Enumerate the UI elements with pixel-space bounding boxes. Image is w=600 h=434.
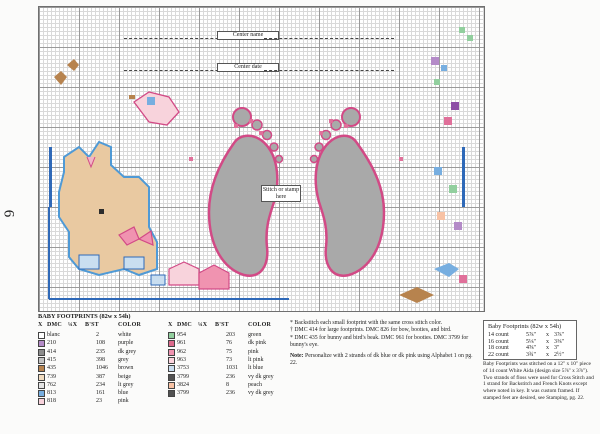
key-rows-right — [168, 331, 288, 411]
col-quarter: ¼X — [68, 322, 78, 328]
key-num: 235 — [96, 348, 105, 355]
color-swatch — [38, 382, 45, 389]
color-swatch — [168, 340, 175, 347]
key-num: 76 — [226, 340, 232, 347]
size-a: 5⅛" — [526, 338, 536, 345]
notes — [290, 320, 480, 367]
size-count: 16 count — [488, 338, 509, 345]
key-num: 1031 — [226, 365, 238, 372]
color-swatch — [168, 374, 175, 381]
key-row — [38, 356, 168, 364]
key-num: 1046 — [96, 365, 108, 372]
key-dmc: 818 — [47, 398, 56, 405]
key-title: BABY FOOTPRINTS (82w x 54h) — [38, 313, 131, 320]
key-rows-left — [38, 331, 168, 411]
size-count: 14 count — [488, 332, 509, 338]
key-num: 75 — [226, 348, 232, 355]
color-swatch — [168, 390, 175, 397]
color-swatch — [38, 340, 45, 347]
color-swatch — [38, 398, 45, 405]
key-num: 8 — [226, 381, 229, 388]
key-color: lt grey — [118, 381, 134, 388]
col-quarter: ¼X — [198, 322, 208, 328]
key-num: 398 — [96, 356, 105, 363]
key-dmc: 813 — [47, 390, 56, 397]
size-b: x — [546, 351, 549, 358]
center-name-line-right — [264, 38, 394, 39]
page-number: 6 — [0, 209, 17, 218]
key-dmc: 3824 — [177, 381, 189, 388]
color-swatch — [38, 357, 45, 364]
size-count: 22 count — [488, 351, 509, 358]
key-dmc: 210 — [47, 340, 56, 347]
key-dmc: 3753 — [177, 365, 189, 372]
note-dmc-435: * DMC 435 for bunny and bird's beak. DMC 961 for booties. DMC 3799 for bunny's eye. — [290, 334, 469, 349]
key-num: 2 — [96, 332, 99, 338]
bunny — [59, 142, 157, 275]
key-color: blue — [118, 390, 129, 397]
key-num: 234 — [96, 381, 105, 388]
size-b: x — [546, 338, 549, 345]
key-row — [168, 389, 298, 397]
color-swatch — [38, 332, 45, 339]
color-swatch — [168, 357, 175, 364]
color-swatch — [38, 365, 45, 372]
key-row — [38, 339, 168, 347]
color-swatch — [168, 349, 175, 356]
key-num: 23 — [96, 398, 102, 405]
key-color: beige — [118, 373, 131, 380]
cross-stitch-chart — [38, 6, 485, 312]
key-num: 236 — [226, 373, 235, 380]
stitch-stamp-label: Stitch or stamp here — [261, 185, 301, 202]
note-personalize-text: Personalize with 2 strands of dk blue or dk pink using Alphabet 1 on pg. 22. — [290, 352, 473, 367]
key-row — [38, 331, 168, 339]
key-row — [38, 389, 168, 397]
key-color: dk pink — [248, 340, 267, 347]
col-dmc: DMC — [47, 322, 62, 328]
size-a: 4⅝" — [526, 345, 536, 351]
key-row — [38, 381, 168, 389]
bird-left — [129, 92, 179, 125]
key-num: 73 — [226, 356, 232, 363]
center-name-label: Center name — [217, 31, 279, 40]
key-row — [168, 339, 298, 347]
key-row — [168, 331, 298, 339]
small-footprints — [189, 119, 403, 161]
col-x: X — [168, 322, 173, 328]
key-dmc: 954 — [177, 332, 186, 338]
note-label: Note: — [290, 352, 304, 359]
color-swatch — [38, 374, 45, 381]
key-row — [168, 348, 298, 356]
chart-artwork — [39, 7, 484, 311]
key-dmc: 3799 — [177, 373, 189, 380]
key-dmc: 414 — [47, 348, 56, 355]
col-bst: B'ST — [85, 322, 99, 328]
size-c: 3⅞" — [554, 332, 564, 338]
key-columns-left — [38, 322, 168, 330]
size-c: 3" — [554, 345, 560, 351]
size-b: x — [546, 345, 549, 351]
key-row — [168, 364, 298, 372]
key-num: 203 — [226, 332, 235, 338]
left-frame-bar — [49, 147, 52, 207]
corner-motifs-right — [399, 27, 473, 303]
key-color: green — [248, 332, 262, 338]
key-dmc: blanc — [47, 332, 60, 338]
key-num: 161 — [96, 390, 105, 397]
key-num: 236 — [226, 390, 235, 397]
key-row — [38, 364, 168, 372]
key-color: vy dk grey — [248, 373, 274, 380]
center-date-line-right — [264, 70, 394, 71]
key-row — [38, 373, 168, 381]
key-dmc: 435 — [47, 365, 56, 372]
key-color: white — [118, 332, 132, 338]
key-color: lt pink — [248, 356, 264, 363]
key-dmc: 762 — [47, 381, 56, 388]
note-personalize — [290, 353, 480, 368]
key-color: peach — [248, 381, 262, 388]
key-num: 387 — [96, 373, 105, 380]
center-date-label: Center date — [217, 63, 279, 72]
key-color: grey — [118, 356, 129, 363]
key-color: dk grey — [118, 348, 137, 355]
key-row — [38, 397, 168, 405]
key-num: 108 — [96, 340, 105, 347]
key-row — [168, 356, 298, 364]
note-dmc-414: † DMC 414 for large footprints. DMC 826 for bow, booties, and bird. — [290, 327, 452, 334]
size-b: x — [546, 332, 549, 338]
color-swatch — [168, 365, 175, 372]
size-count: 18 count — [488, 345, 509, 351]
size-a: 3¾" — [526, 351, 536, 358]
note-backstitch: * Backstitch each small footprint with the same cross stitch color. — [290, 320, 443, 326]
key-row — [168, 381, 298, 389]
key-row — [38, 348, 168, 356]
color-swatch — [168, 382, 175, 389]
size-a: 5⅞" — [526, 332, 536, 338]
size-c: 2½" — [554, 351, 564, 358]
key-dmc: 3799 — [177, 390, 189, 397]
col-x: X — [38, 322, 43, 328]
key-color: purple — [118, 340, 134, 347]
key-dmc: 415 — [47, 356, 56, 363]
key-color: pink — [118, 398, 129, 405]
color-swatch — [168, 332, 175, 339]
key-columns-right — [168, 322, 298, 330]
design-size-title: Baby Footprints (82w x 54h) — [488, 323, 562, 330]
key-color: vy dk grey — [248, 390, 274, 397]
col-dmc: DMC — [177, 322, 192, 328]
key-color: pink — [248, 348, 259, 355]
size-c: 3⅜" — [554, 338, 564, 345]
design-size-box — [483, 320, 577, 360]
right-frame-bar — [462, 147, 465, 207]
design-size-rows — [488, 332, 574, 358]
booties — [151, 262, 229, 289]
key-dmc: 963 — [177, 356, 186, 363]
key-color: brown — [118, 365, 134, 372]
key-row — [168, 373, 298, 381]
color-swatch — [38, 390, 45, 397]
col-color: COLOR — [248, 322, 272, 328]
col-bst: B'ST — [215, 322, 229, 328]
col-color: COLOR — [118, 322, 142, 328]
corner-hearts-topleft — [54, 59, 79, 85]
key-dmc: 961 — [177, 340, 186, 347]
key-dmc: 962 — [177, 348, 186, 355]
design-description: Baby Footprints was stitched on a 12" x 10" piece of 14 count White Aida (design size 5⅞" x 3⅞"). Two strands of floss were used for Cross Stitch and 1 strand for Backstitch and French Knots except where noted in key. It was custom framed. If stamped feet are desired, see Stamping, pg. 22. — [483, 361, 594, 401]
color-swatch — [38, 349, 45, 356]
key-color: lt blue — [248, 365, 264, 372]
key-dmc: 739 — [47, 373, 56, 380]
